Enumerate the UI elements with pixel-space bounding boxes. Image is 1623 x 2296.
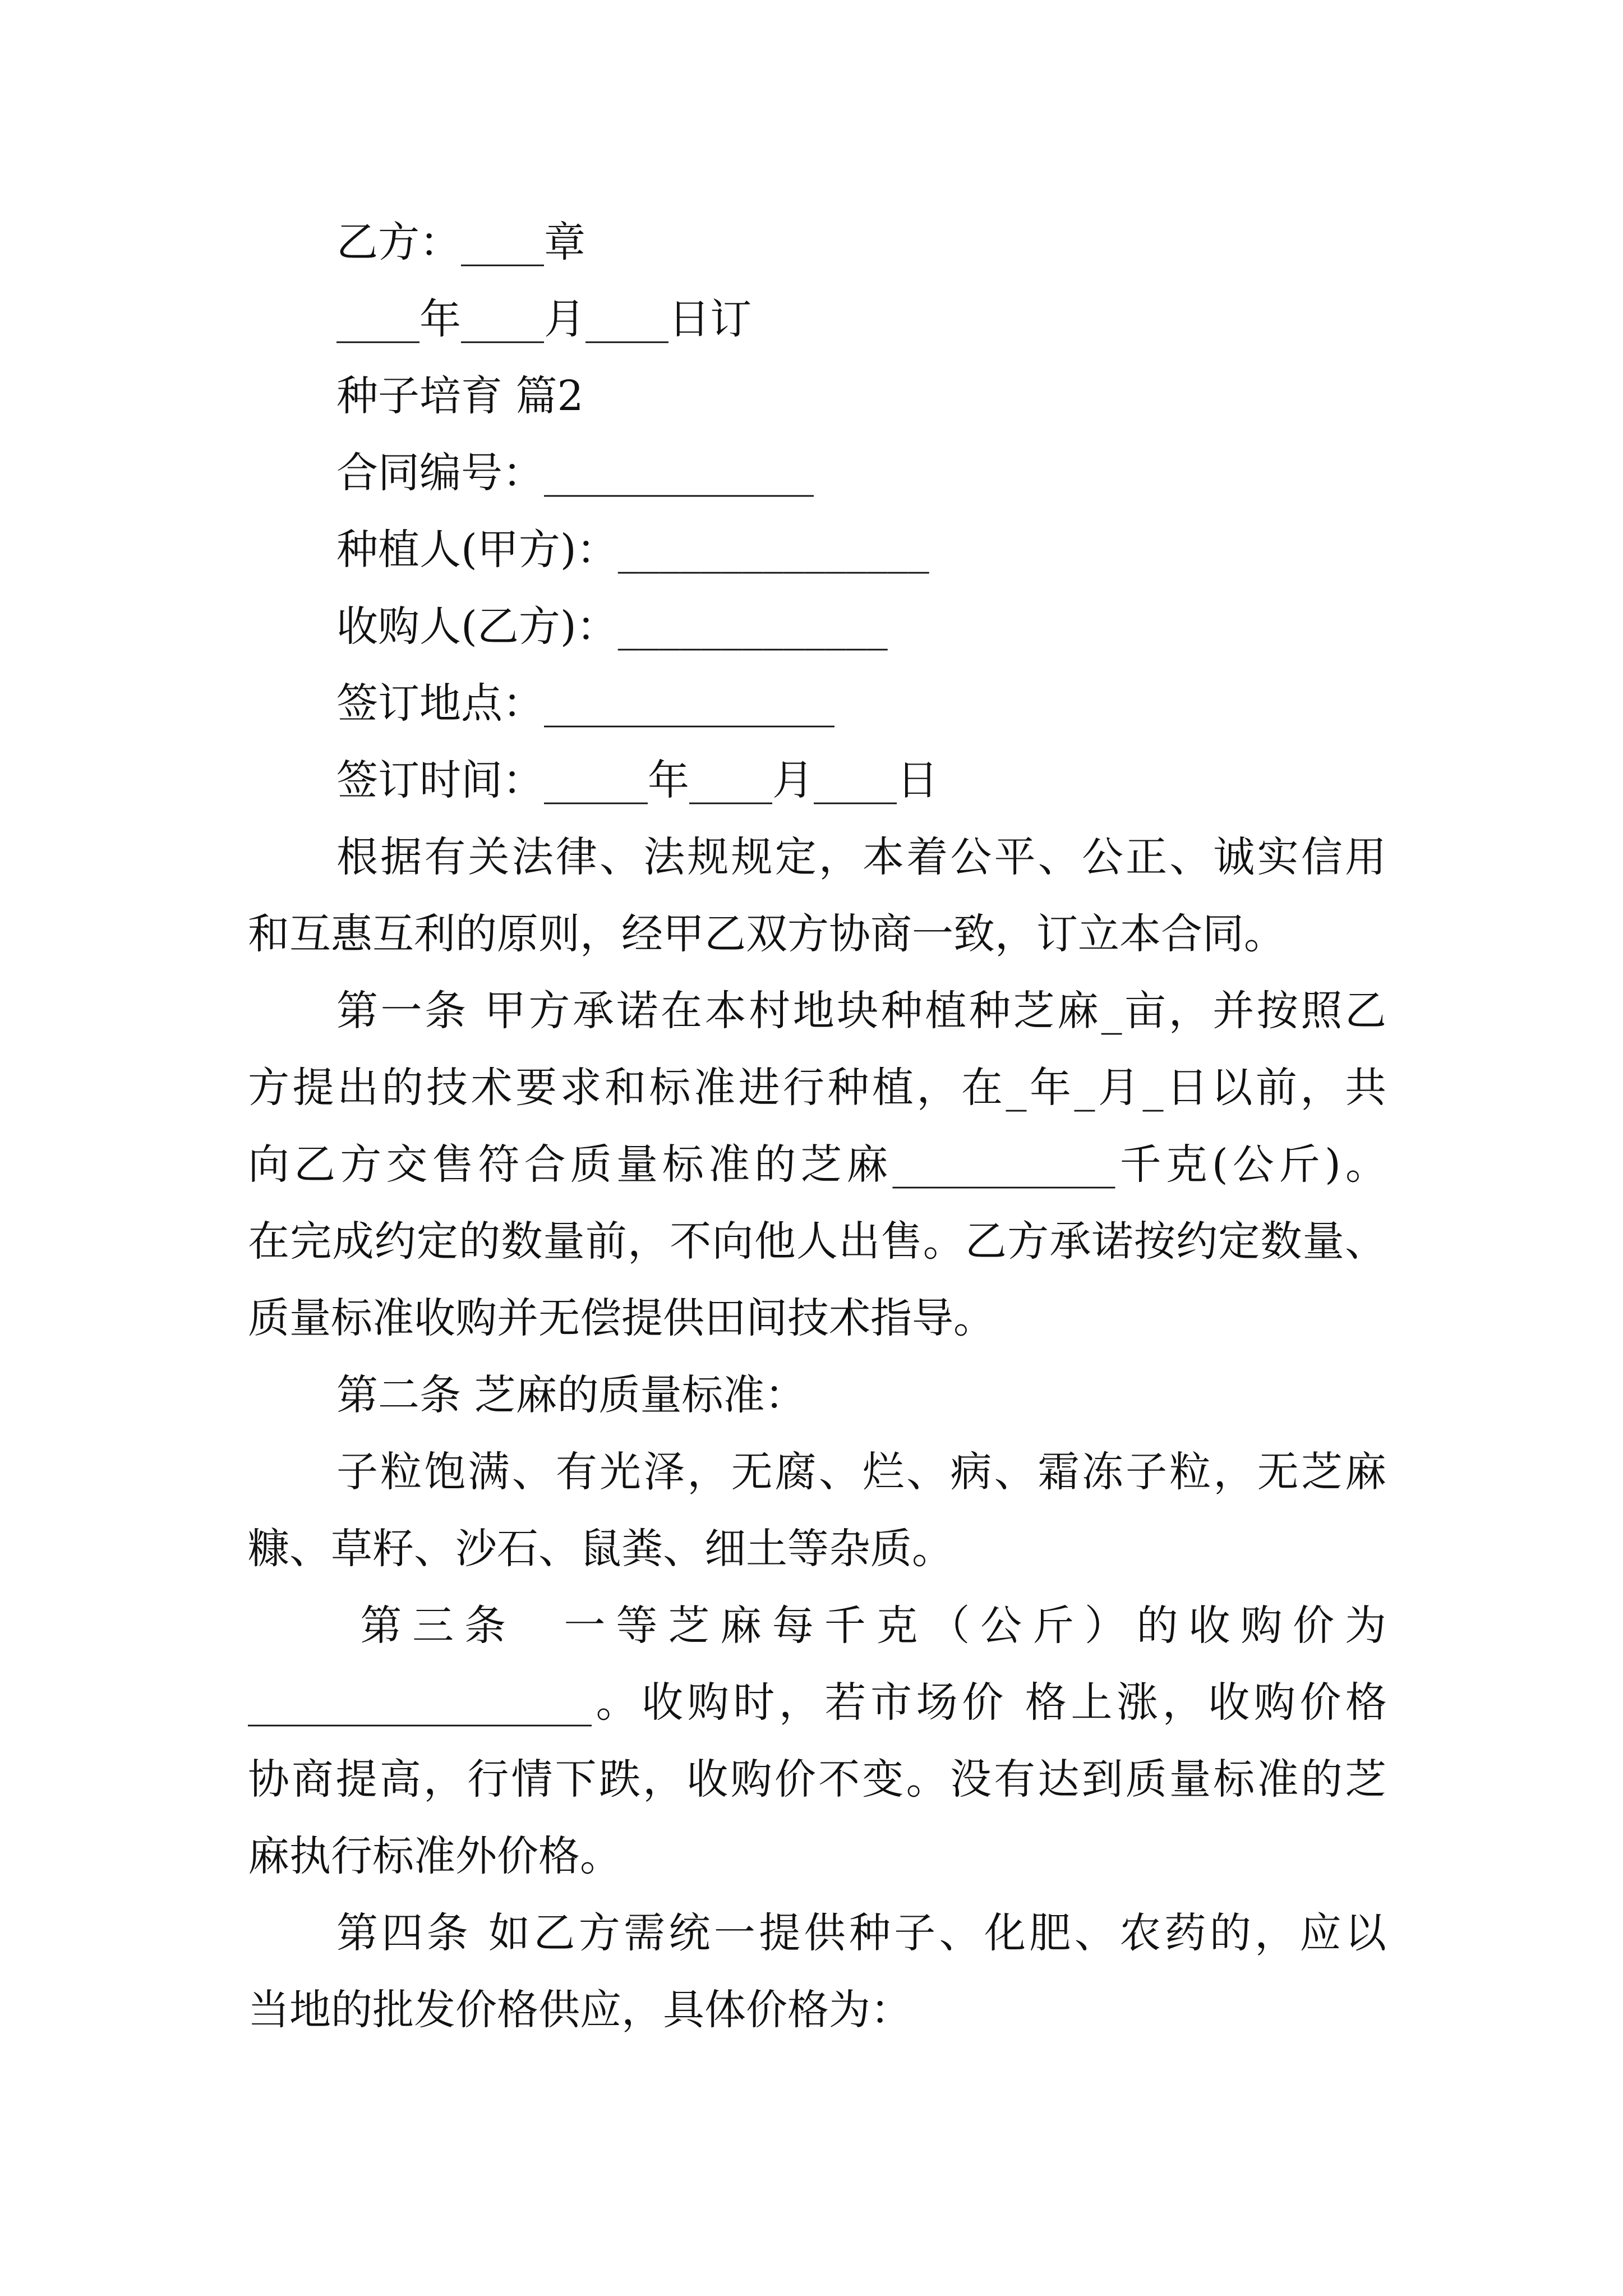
article-1-line-5: 质量标准收购并无偿提供田间技术指导。 — [248, 1294, 995, 1342]
article-2-line-2: 糠、草籽、沙石、鼠粪、细土等杂质。 — [248, 1525, 953, 1573]
article-3-line-4: 麻执行标准外价格。 — [248, 1832, 621, 1880]
signing-time-line: 签订时间：_____年____月____日 — [336, 756, 938, 804]
article-1-line-2: 方提出的技术要求和标准进行种植，在_年_月_日以前，共 — [248, 1064, 1386, 1112]
section-title: 种子培育 篇2 — [336, 372, 584, 420]
article-3-line-3: 协商提高，行情下跌，收购价不变。没有达到质量标准的芝 — [248, 1755, 1386, 1803]
article-1-line-1: 第一条 甲方承诺在本村地块种植种芝麻_亩，并按照乙 — [336, 987, 1386, 1035]
article-2-title: 第二条 芝麻的质量标准： — [336, 1371, 806, 1419]
article-4-line-1: 第四条 如乙方需统一提供种子、化肥、农药的，应以 — [336, 1909, 1386, 1957]
contract-number-line: 合同编号：_____________ — [336, 449, 814, 497]
party-b-signature-line: 乙方：____章 — [336, 218, 585, 266]
article-1-line-3: 向乙方交售符合质量标准的芝麻___________千克(公斤)。 — [248, 1140, 1386, 1189]
signing-place-line: 签订地点：______________ — [336, 679, 834, 728]
article-1-line-4: 在完成约定的数量前，不向他人出售。乙方承诺按约定数量、 — [248, 1217, 1386, 1266]
intro-paragraph-line-1: 根据有关法律、法规规定，本着公平、公正、诚实信用 — [336, 833, 1386, 881]
buyer-party-b-line: 收购人(乙方)：_____________ — [336, 602, 888, 651]
article-4-line-2: 当地的批发价格供应，具体价格为： — [248, 1986, 912, 2034]
signing-date-line: ____年____月____日订 — [336, 295, 751, 343]
article-3-line-1: 第三条 一等芝麻每千克（公斤）的收购价为 — [336, 1602, 1386, 1650]
article-2-line-1: 子粒饱满、有光泽，无腐、烂、病、霜冻子粒，无芝麻 — [336, 1448, 1386, 1496]
planter-party-a-line: 种植人(甲方)：_______________ — [336, 526, 929, 574]
intro-paragraph-line-2: 和互惠互利的原则，经甲乙双方协商一致，订立本合同。 — [248, 910, 1285, 958]
article-3-line-2: _________________。收购时，若市场价 格上涨，收购价格 — [248, 1678, 1386, 1727]
